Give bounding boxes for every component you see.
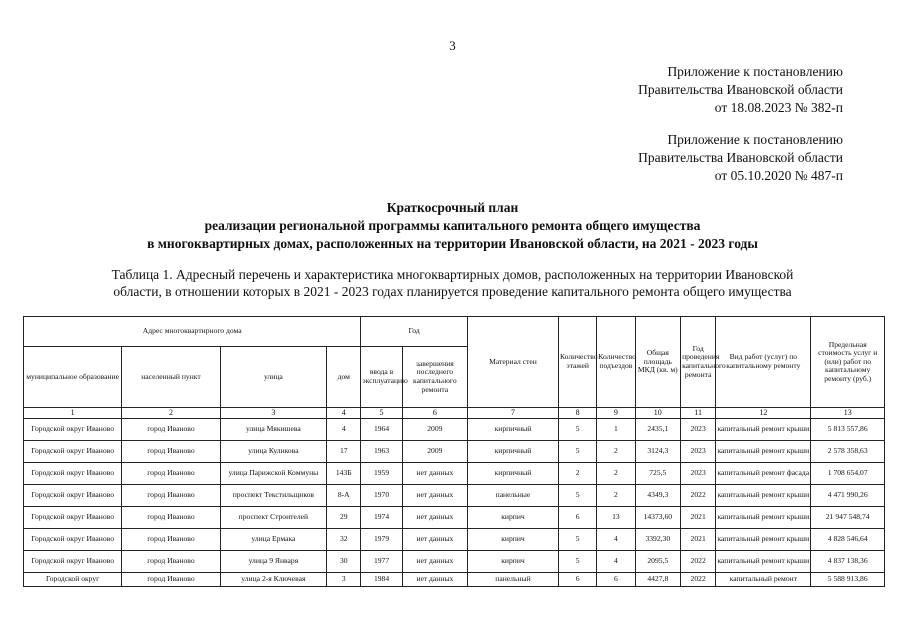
cell-entrances: 2 [597, 463, 635, 485]
cell-repair-year: 2023 [681, 463, 716, 485]
header-house: дом [327, 347, 361, 408]
cell-municipal: Городской округ Иваново [24, 551, 122, 573]
cell-street: улица Куликова [220, 441, 327, 463]
cell-wall-material: панельные [467, 485, 558, 507]
appendix-reference-2020 [638, 131, 843, 185]
cell-municipal: Городской округ Иваново [24, 441, 122, 463]
cell-work-type: капитальный ремонт крыши [716, 441, 811, 463]
cell-street: улица Ермака [220, 529, 327, 551]
cell-entrances: 6 [597, 573, 635, 587]
document-title [0, 199, 905, 253]
cell-area: 725,5 [635, 463, 681, 485]
cell-work-type: капитальный ремонт крыши [716, 485, 811, 507]
cell-wall-material: кирпичный [467, 441, 558, 463]
column-number: 7 [467, 408, 558, 419]
column-number: 9 [597, 408, 635, 419]
cell-work-type: капитальный ремонт крыши [716, 419, 811, 441]
header-entrances: Количество подъездов [597, 317, 635, 408]
caption-line: Таблица 1. Адресный перечень и характеристика многоквартирных домов, расположенных на территории Ивановской [111, 267, 794, 282]
header-floors: Количество этажей [558, 317, 596, 408]
cell-repair-year: 2022 [681, 551, 716, 573]
cell-year-commissioned: 1977 [361, 551, 402, 573]
cell-municipal: Городской округ [24, 573, 122, 587]
table-caption [0, 266, 905, 300]
cell-repair-year: 2023 [681, 441, 716, 463]
appendix-line: Приложение к постановлению [667, 64, 843, 79]
appendix-reference-2023 [638, 63, 843, 117]
cell-street: улица Парижской Коммуны [220, 463, 327, 485]
cell-house: 8-А [327, 485, 361, 507]
cell-year-last-repair: 2009 [402, 441, 467, 463]
cell-area: 3124,3 [635, 441, 681, 463]
cell-year-commissioned: 1984 [361, 573, 402, 587]
cell-wall-material: кирпичный [467, 463, 558, 485]
cell-house: 17 [327, 441, 361, 463]
table-row [24, 441, 885, 463]
cell-repair-year: 2023 [681, 419, 716, 441]
cell-floors: 2 [558, 463, 596, 485]
appendix-line: Правительства Ивановской области [638, 150, 843, 165]
cell-max-cost: 4 828 546,64 [811, 529, 885, 551]
header-year-last-repair: завершения последнего капитального ремонта [402, 347, 467, 408]
column-number: 12 [716, 408, 811, 419]
cell-street: улица 2-я Ключевая [220, 573, 327, 587]
cell-entrances: 4 [597, 529, 635, 551]
cell-max-cost: 5 588 913,86 [811, 573, 885, 587]
cell-floors: 6 [558, 507, 596, 529]
cell-year-last-repair: нет данных [402, 463, 467, 485]
repair-plan-table [23, 316, 885, 587]
cell-entrances: 4 [597, 551, 635, 573]
cell-year-last-repair: нет данных [402, 507, 467, 529]
cell-area: 2435,1 [635, 419, 681, 441]
cell-wall-material: панельный [467, 573, 558, 587]
cell-max-cost: 5 813 557,86 [811, 419, 885, 441]
cell-wall-material: кирпич [467, 551, 558, 573]
cell-max-cost: 21 947 548,74 [811, 507, 885, 529]
cell-year-commissioned: 1979 [361, 529, 402, 551]
cell-entrances: 13 [597, 507, 635, 529]
cell-street: проспект Текстильщиков [220, 485, 327, 507]
cell-max-cost: 4 471 990,26 [811, 485, 885, 507]
cell-street: улица 9 Января [220, 551, 327, 573]
cell-municipal: Городской округ Иваново [24, 419, 122, 441]
page-number: 3 [449, 38, 456, 53]
appendix-date-line: от 18.08.2023 № 382-п [714, 100, 843, 115]
table-header [24, 317, 885, 419]
header-work-type: Вид работ (услуг) по капитальному ремонту [716, 317, 811, 408]
table-body [24, 419, 885, 587]
cell-max-cost: 1 708 654,07 [811, 463, 885, 485]
cell-settlement: город Иваново [122, 419, 220, 441]
cell-work-type: капитальный ремонт крыши [716, 551, 811, 573]
cell-floors: 5 [558, 551, 596, 573]
table-row [24, 485, 885, 507]
cell-house: 30 [327, 551, 361, 573]
cell-repair-year: 2022 [681, 573, 716, 587]
cell-year-commissioned: 1964 [361, 419, 402, 441]
column-number: 13 [811, 408, 885, 419]
cell-settlement: город Иваново [122, 507, 220, 529]
cell-work-type: капитальный ремонт фасада [716, 463, 811, 485]
cell-area: 3392,30 [635, 529, 681, 551]
cell-settlement: город Иваново [122, 529, 220, 551]
cell-wall-material: кирпичный [467, 419, 558, 441]
cell-house: 29 [327, 507, 361, 529]
title-line: реализации региональной программы капитального ремонта общего имущества [204, 218, 701, 233]
table-row [24, 551, 885, 573]
cell-area: 2095,5 [635, 551, 681, 573]
cell-entrances: 2 [597, 485, 635, 507]
appendix-date-line: от 05.10.2020 № 487-п [714, 168, 843, 183]
cell-house: 4 [327, 419, 361, 441]
caption-line: области, в отношении которых в 2021 - 2023 годах планируется проведение капитального ремонта общего имущества [113, 284, 792, 299]
cell-house: 143Б [327, 463, 361, 485]
table-row [24, 529, 885, 551]
appendix-line: Правительства Ивановской области [638, 82, 843, 97]
header-municipal: муниципальное образование [24, 347, 122, 408]
cell-work-type: капитальный ремонт крыши [716, 529, 811, 551]
cell-wall-material: кирпич [467, 529, 558, 551]
cell-house: 32 [327, 529, 361, 551]
header-repair-year: Год проведения капитального ремонта [681, 317, 716, 408]
cell-repair-year: 2021 [681, 507, 716, 529]
appendix-line: Приложение к постановлению [667, 132, 843, 147]
cell-max-cost: 4 837 138,36 [811, 551, 885, 573]
column-number: 8 [558, 408, 596, 419]
cell-year-commissioned: 1963 [361, 441, 402, 463]
table-row [24, 463, 885, 485]
header-street: улица [220, 347, 327, 408]
cell-street: улица Мякишева [220, 419, 327, 441]
cell-floors: 5 [558, 529, 596, 551]
table-row [24, 507, 885, 529]
column-number: 5 [361, 408, 402, 419]
cell-year-commissioned: 1974 [361, 507, 402, 529]
column-number: 6 [402, 408, 467, 419]
cell-street: проспект Строителей [220, 507, 327, 529]
cell-repair-year: 2021 [681, 529, 716, 551]
header-year-commissioned: ввода в эксплуатацию [361, 347, 402, 408]
cell-municipal: Городской округ Иваново [24, 529, 122, 551]
cell-settlement: город Иваново [122, 463, 220, 485]
cell-floors: 5 [558, 441, 596, 463]
column-number: 4 [327, 408, 361, 419]
cell-repair-year: 2022 [681, 485, 716, 507]
header-area: Общая площадь МКД (кв. м) [635, 317, 681, 408]
column-number: 3 [220, 408, 327, 419]
cell-work-type: капитальный ремонт [716, 573, 811, 587]
cell-entrances: 2 [597, 441, 635, 463]
cell-settlement: город Иваново [122, 441, 220, 463]
cell-floors: 6 [558, 573, 596, 587]
cell-municipal: Городской округ Иваново [24, 485, 122, 507]
cell-year-last-repair: нет данных [402, 573, 467, 587]
cell-year-last-repair: нет данных [402, 551, 467, 573]
header-wall-material: Материал стен [467, 317, 558, 408]
cell-wall-material: кирпич [467, 507, 558, 529]
column-number: 10 [635, 408, 681, 419]
cell-year-last-repair: 2009 [402, 419, 467, 441]
cell-year-last-repair: нет данных [402, 485, 467, 507]
title-line: Краткосрочный план [386, 200, 519, 215]
cell-year-commissioned: 1970 [361, 485, 402, 507]
table-row [24, 573, 885, 587]
cell-entrances: 1 [597, 419, 635, 441]
cell-floors: 5 [558, 485, 596, 507]
cell-area: 14373,60 [635, 507, 681, 529]
cell-settlement: город Иваново [122, 573, 220, 587]
cell-settlement: город Иваново [122, 485, 220, 507]
cell-work-type: капитальный ремонт крыши [716, 507, 811, 529]
table-row [24, 419, 885, 441]
column-number: 1 [24, 408, 122, 419]
header-address-group: Адрес многоквартирного дома [24, 317, 361, 347]
header-settlement: населенный пункт [122, 347, 220, 408]
header-year-group: Год [361, 317, 468, 347]
cell-area: 4349,3 [635, 485, 681, 507]
title-line: в многоквартирных домах, расположенных на территории Ивановской области, на 2021 - 2023 годы [147, 236, 758, 251]
cell-area: 4427,8 [635, 573, 681, 587]
column-number: 2 [122, 408, 220, 419]
cell-year-last-repair: нет данных [402, 529, 467, 551]
cell-municipal: Городской округ Иваново [24, 507, 122, 529]
column-number: 11 [681, 408, 716, 419]
cell-settlement: город Иваново [122, 551, 220, 573]
cell-year-commissioned: 1959 [361, 463, 402, 485]
cell-max-cost: 2 578 358,63 [811, 441, 885, 463]
cell-municipal: Городской округ Иваново [24, 463, 122, 485]
cell-floors: 5 [558, 419, 596, 441]
header-max-cost: Предельная стоимость услуг и (или) работ по капитальному ремонту (руб.) [811, 317, 885, 408]
cell-house: 3 [327, 573, 361, 587]
